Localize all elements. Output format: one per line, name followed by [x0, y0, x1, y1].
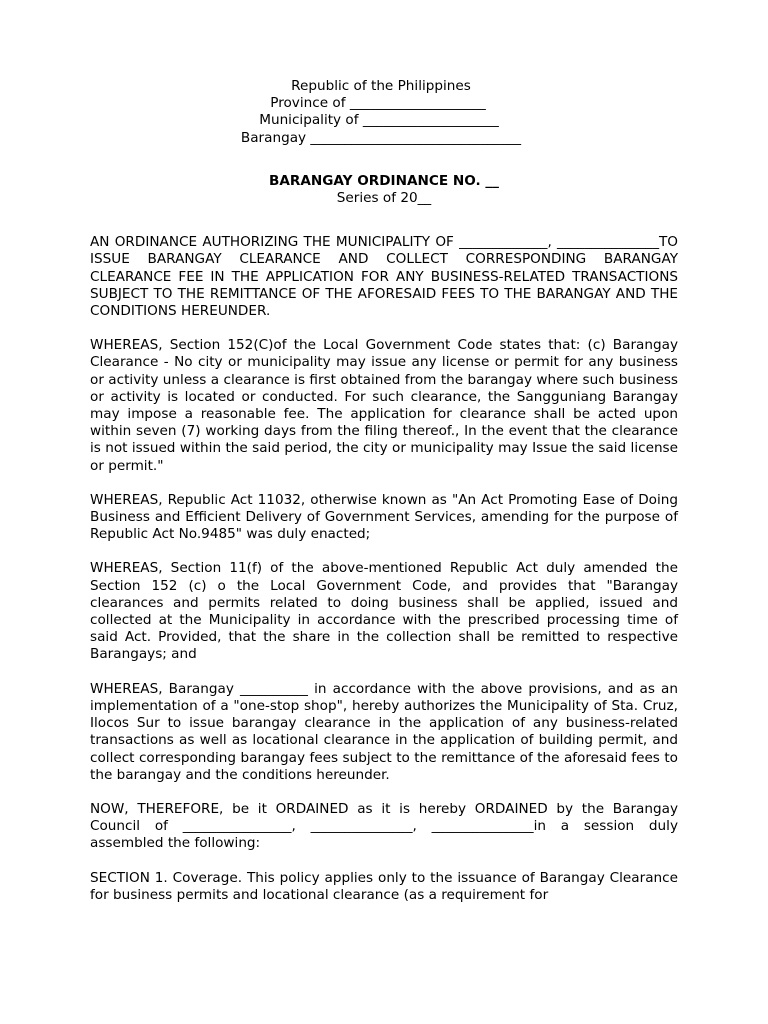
- now-therefore-clause: NOW, THEREFORE, be it ORDAINED as it is hereby ORDAINED by the Barangay Council of ________________, _______________, _______________in a session duly assembled the following:: [90, 800, 678, 852]
- ordinance-title: BARANGAY ORDINANCE NO. __: [269, 172, 499, 189]
- municipality-line: Municipality of ____________________: [259, 112, 499, 129]
- title-clause: AN ORDINANCE AUTHORIZING THE MUNICIPALITY OF _____________, _______________TO ISSUE BARANGAY CLEARANCE AND COLLECT CORRESPONDING BARANGAY CLEARANCE FEE IN THE APPLICATION FOR ANY BUSINESS-RELATED TRANSACTIONS SUBJECT TO THE REMITTANCE OF THE AFORESAID FEES TO THE BARANGAY AND THE CONDITIONS HEREUNDER.: [90, 234, 678, 320]
- province-line: Province of ____________________: [270, 95, 486, 112]
- barangay-line: Barangay _______________________________: [240, 129, 522, 146]
- whereas-clause-2: WHEREAS, Republic Act 11032, otherwise known as "An Act Promoting Ease of Doing Business and Efficient Delivery of Government Services, amending for the purpose of Republic Act No.9485" was duly enacted;: [90, 491, 678, 543]
- ordinance-series: Series of 20__: [336, 190, 432, 207]
- whereas-clause-1: WHEREAS, Section 152(C)of the Local Government Code states that: (c) Barangay Clearance - No city or municipality may issue any license or permit for any business or activity unless a clearance is first obtained from the barangay where such business or activity is located or conducted. For such clearance, the Sangguniang Barangay may impose a reasonable fee. The application for clearance shall be acted upon within seven (7) working days from the filing thereof., In the event that the clearance is not issued within the said period, the city or municipality may Issue the said license or permit.": [90, 337, 678, 474]
- letterhead: [90, 78, 678, 147]
- whereas-clause-3: WHEREAS, Section 11(f) of the above-mentioned Republic Act duly amended the Section 152 (c) o the Local Government Code, and provides that "Barangay clearances and permits related to doing business shall be applied, issued and collected at the Municipality in accordance with the prescribed processing time of said Act. Provided, that the share in the collection shall be remitted to respective Barangays; and: [90, 560, 678, 663]
- document-page: [90, 78, 678, 904]
- whereas-clause-4: WHEREAS, Barangay __________ in accordance with the above provisions, and as an implementation of a "one-stop shop", hereby authorizes the Municipality of Sta. Cruz, Ilocos Sur to issue barangay clearance in the application of any business-related transactions as well as locational clearance in the application of building permit, and collect corresponding barangay fees subject to the remittance of the aforesaid fees to the barangay and the conditions hereunder.: [90, 680, 678, 783]
- section-1-coverage: SECTION 1. Coverage. This policy applies only to the issuance of Barangay Clearance for business permits and locational clearance (as a requirement for: [90, 869, 678, 903]
- country-line: Republic of the Philippines: [291, 78, 471, 94]
- ordinance-heading: [90, 173, 678, 207]
